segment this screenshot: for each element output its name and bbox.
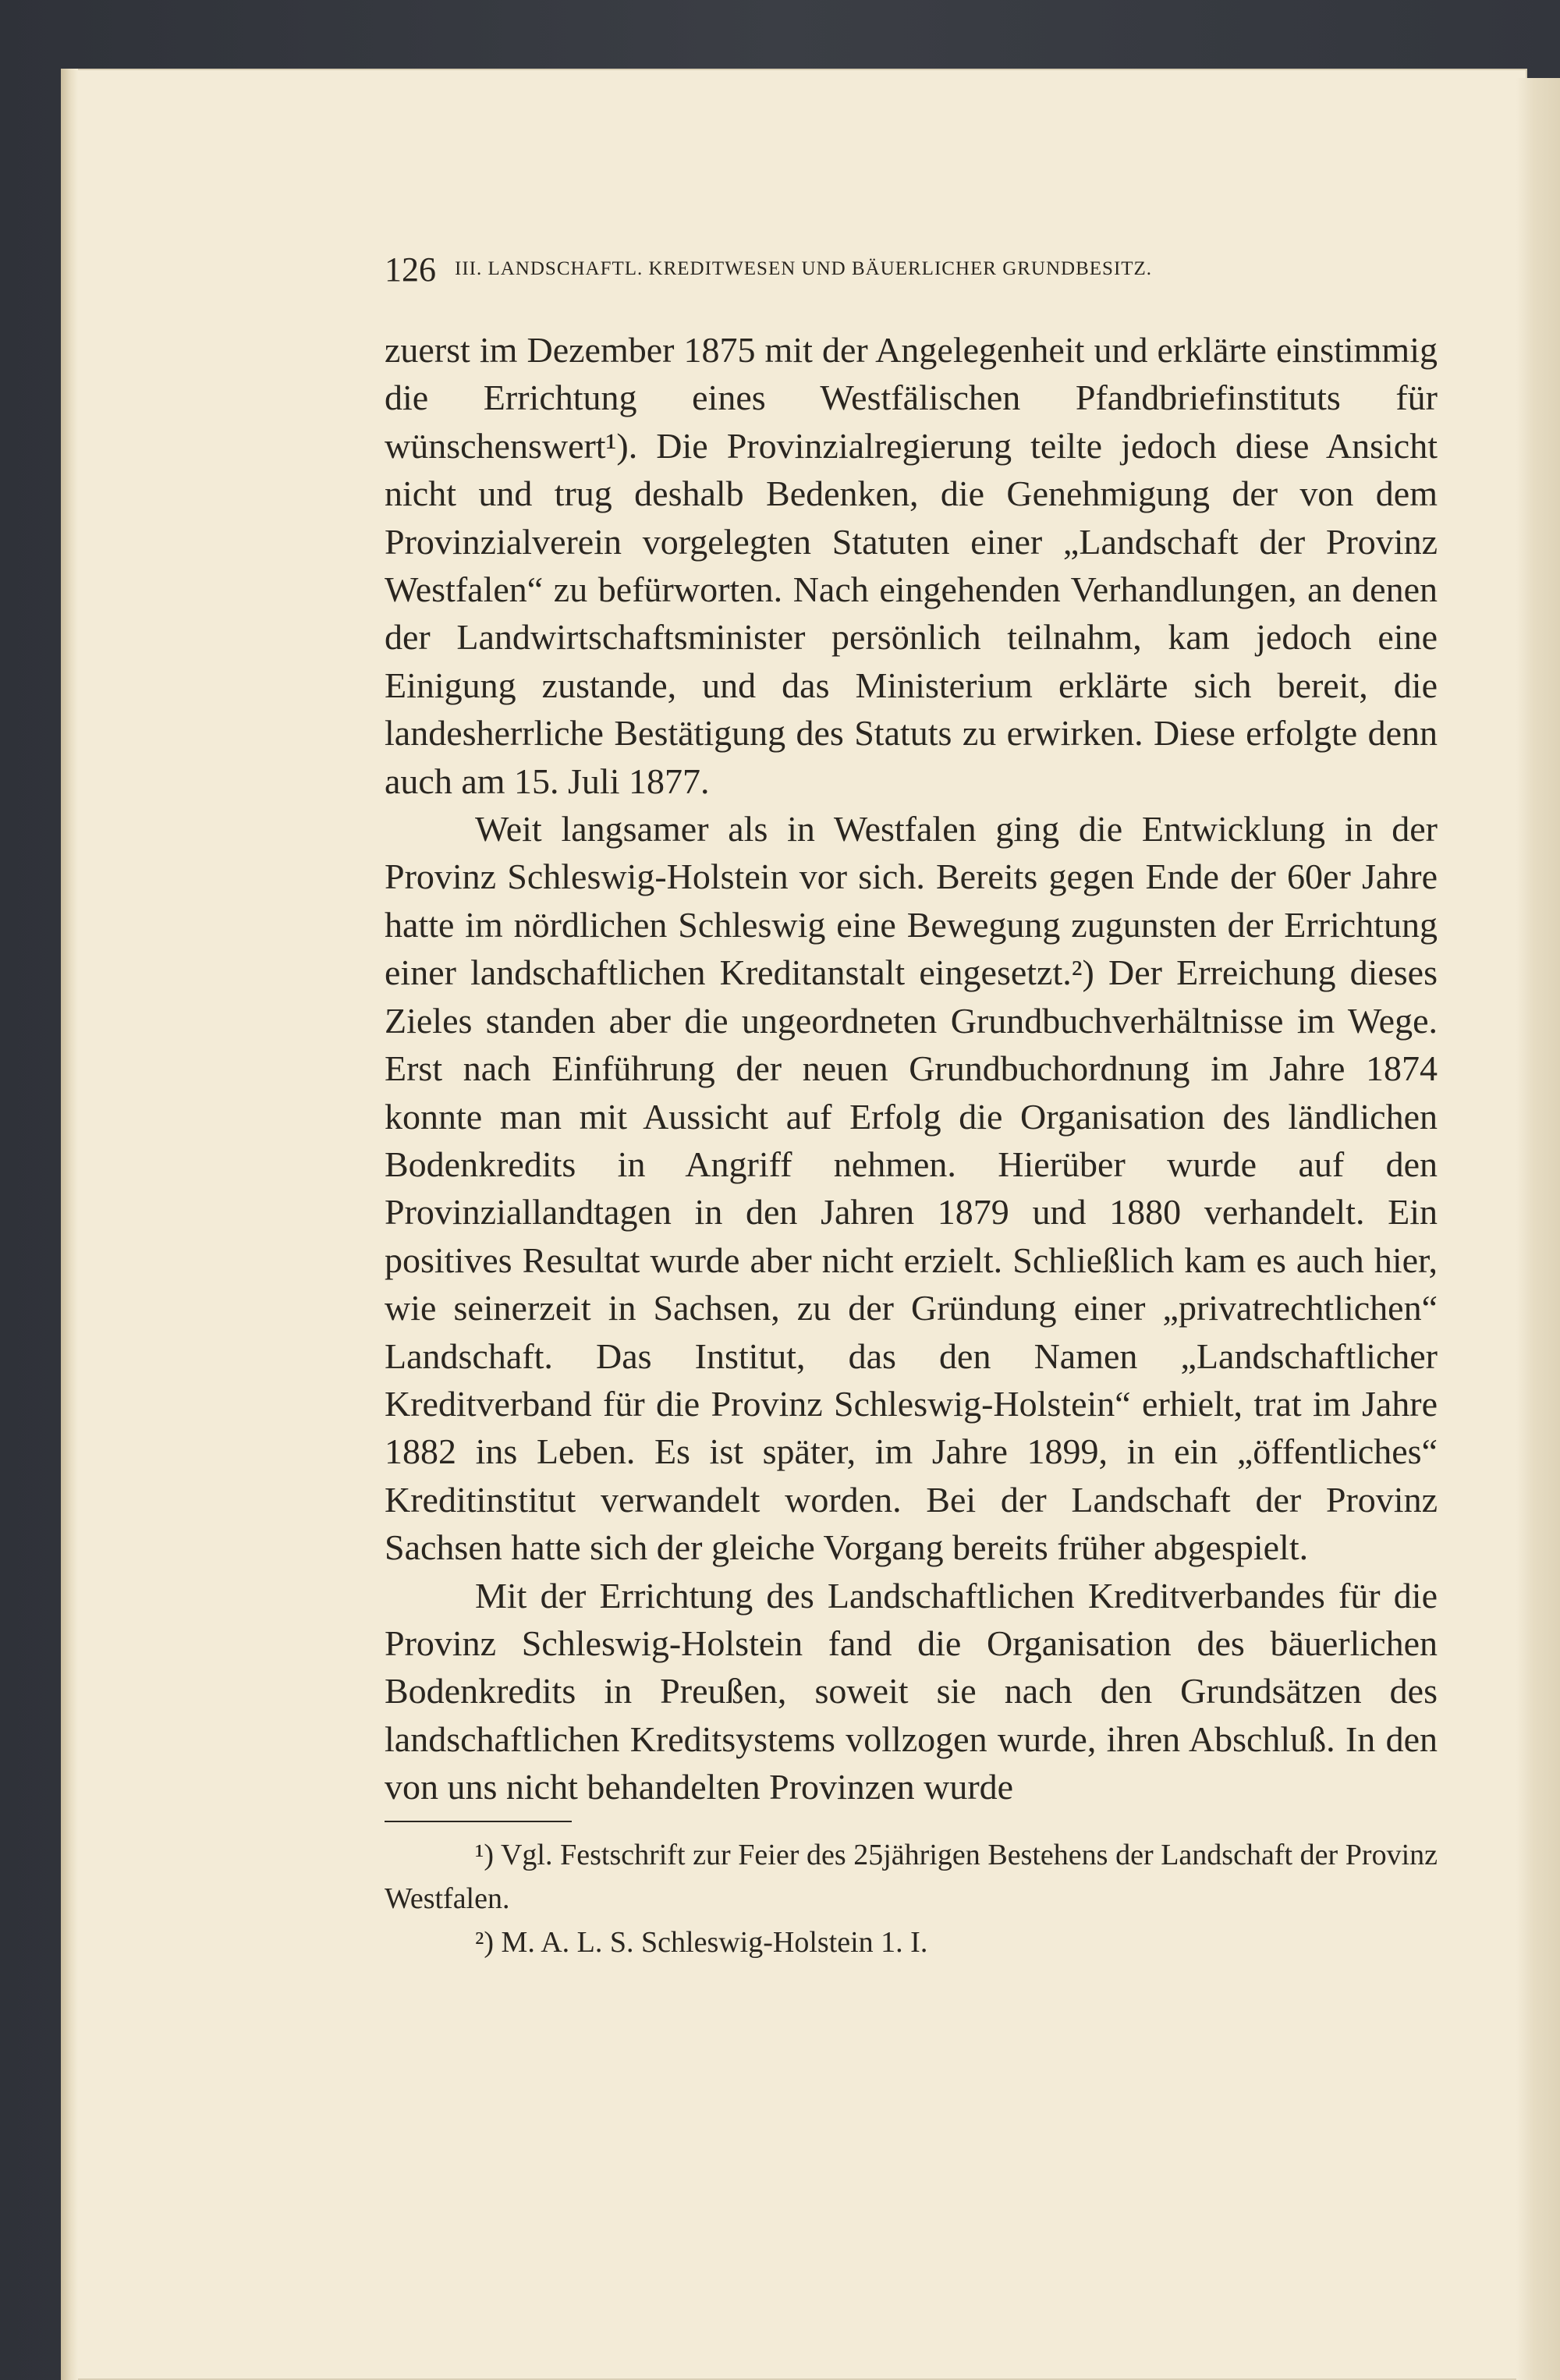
footnote: ²) M. A. L. S. Schleswig-Holstein 1. I. [475, 1925, 928, 1959]
running-header [385, 238, 1438, 300]
footnote-rule [385, 1821, 572, 1822]
paragraph: Mit der Errichtung des Landschaftlichen Kreditverbandes für die Provinz Schleswig-Holstein fand die Organisation des bäuerlichen Bodenkredits in Preußen, soweit sie nach den Grundsätzen des landschaftlichen Kreditsystems vollzogen wurde, ihren Abschluß. In den von uns nicht behandelten Provinzen wurde [385, 1575, 1438, 1807]
page-gutter [61, 69, 78, 2380]
page-edge [1516, 78, 1560, 2380]
footnotes [385, 1833, 1438, 1964]
footnote: ¹) Vgl. Festschrift zur Feier des 25jährigen Bestehens der Landschaft der Provinz Westfalen. [385, 1838, 1438, 1915]
paragraph: zuerst im Dezember 1875 mit der Angelegenheit und erklärte einstimmig die Errichtung eines Westfälischen Pfandbriefinstituts für wünschenswert¹). Die Provinzialregierung teilte jedoch diese Ansicht nicht und trug deshalb Bedenken, die Genehmigung der von dem Provinzialverein vorgelegten Statuten einer „Landschaft der Provinz Westfalen“ zu befürworten. Nach eingehenden Verhandlungen, an denen der Landwirtschaftsminister persönlich teilnahm, kam jedoch eine Einigung zustande, und das Ministerium erklärte sich bereit, die landesherrliche Bestätigung des Statuts zu erwirken. Diese erfolgte denn auch am 15. Juli 1877. [385, 330, 1438, 801]
page-content [385, 238, 1438, 1964]
paragraph: Weit langsamer als in Westfalen ging die Entwicklung in der Provinz Schleswig-Holstein vor sich. Bereits gegen Ende der 60er Jahre hatte im nördlichen Schleswig eine Bewegung zugunsten der Errichtung einer landschaftlichen Kreditanstalt eingesetzt.²) Der Erreichung dieses Zieles standen aber die ungeordneten Grundbuchverhältnisse im Wege. Erst nach Einführung der neuen Grundbuchordnung im Jahre 1874 konnte man mit Aussicht auf Erfolg die Organisation des ländlichen Bodenkredits in Angriff nehmen. Hierüber wurde auf den Provinziallandtagen in den Jahren 1879 und 1880 verhandelt. Ein positives Resultat wurde aber nicht erzielt. Schließlich kam es auch hier, wie seinerzeit in Sachsen, zu der Gründung einer „privatrechtlichen“ Landschaft. Das Institut, das den Namen „Landschaftlicher Kreditverband für die Provinz Schleswig-Holstein“ erhielt, trat im Jahre 1882 ins Leben. Es ist später, im Jahre 1899, in ein „öffentliches“ Kreditinstitut verwandelt worden. Bei der Landschaft der Provinz Sachsen hatte sich der gleiche Vorgang bereits früher abgespielt. [385, 809, 1438, 1568]
body-text [385, 326, 1438, 1811]
running-title: III. LANDSCHAFTL. KREDITWESEN UND BÄUERLICHER GRUNDBESITZ. [455, 258, 1153, 279]
page-number: 126 [385, 250, 436, 289]
